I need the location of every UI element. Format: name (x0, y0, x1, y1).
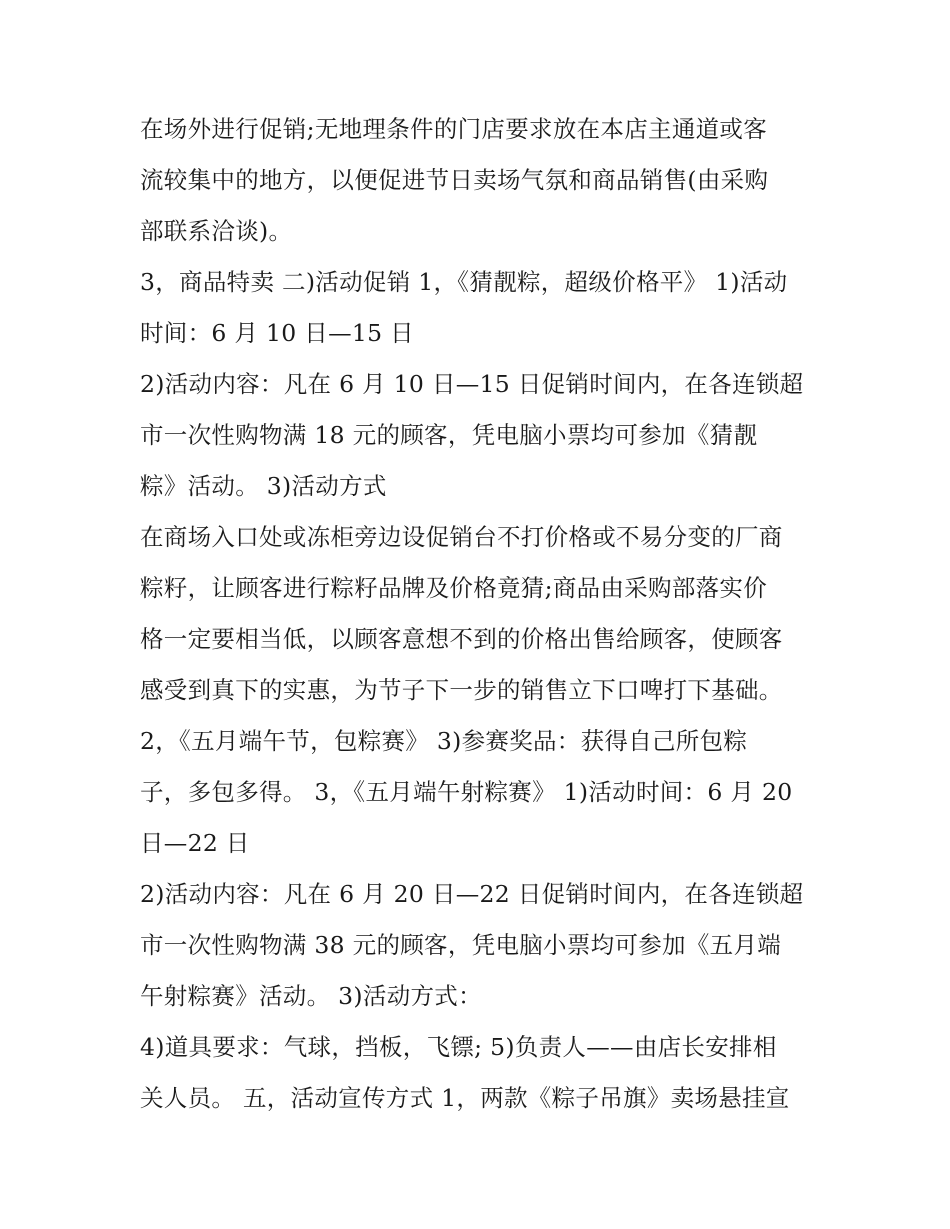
document-body (140, 104, 820, 1124)
text-line: 3，商品特卖 二)活动促销 1，《猜靓粽，超级价格平》 1)活动 (140, 268, 788, 296)
text-line: 市一次性购物满 38 元的顾客，凭电脑小票均可参加《五月端 (140, 931, 782, 959)
text-line: 感受到真下的实惠，为节子下一步的销售立下口啤打下基础。 (140, 676, 783, 704)
text-line: 流较集中的地方，以便促进节日卖场气氛和商品销售(由采购 (140, 166, 769, 194)
text-line: 格一定要相当低，以顾客意想不到的价格出售给顾客，使顾客 (140, 625, 783, 653)
text-line: 2)活动内容：凡在 6 月 20 日—22 日促销时间内，在各连锁超 (140, 880, 804, 908)
text-line: 2，《五月端午节，包粽赛》 3)参赛奖品：获得自己所包粽 (140, 727, 748, 755)
text-line: 粽》活动。 3)活动方式 (140, 472, 387, 500)
text-line: 子，多包多得。 3，《五月端午射粽赛》 1)活动时间：6 月 20 (140, 778, 793, 806)
text-line: 市一次性购物满 18 元的顾客，凭电脑小票均可参加《猜靓 (140, 421, 758, 449)
text-line: 2)活动内容：凡在 6 月 10 日—15 日促销时间内，在各连锁超 (140, 370, 804, 398)
text-line: 关人员。 五，活动宣传方式 1，两款《粽子吊旗》卖场悬挂宣 (140, 1084, 790, 1112)
text-line: 4)道具要求：气球，挡板，飞镖; 5)负责人——由店长安排相 (140, 1033, 777, 1061)
text-line: 粽籽，让顾客进行粽籽品牌及价格竟猜;商品由采购部落实价 (140, 574, 768, 602)
text-line: 午射粽赛》活动。 3)活动方式： (140, 982, 482, 1010)
text-line: 部联系洽谈)。 (140, 217, 293, 245)
text-line: 日—22 日 (140, 829, 250, 857)
text-line: 在商场入口处或冻柜旁边设促销台不打价格或不易分变的厂商 (140, 523, 783, 551)
text-line: 时间：6 月 10 日—15 日 (140, 319, 414, 347)
text-line: 在场外进行促销;无地理条件的门店要求放在本店主通道或客 (140, 115, 768, 143)
